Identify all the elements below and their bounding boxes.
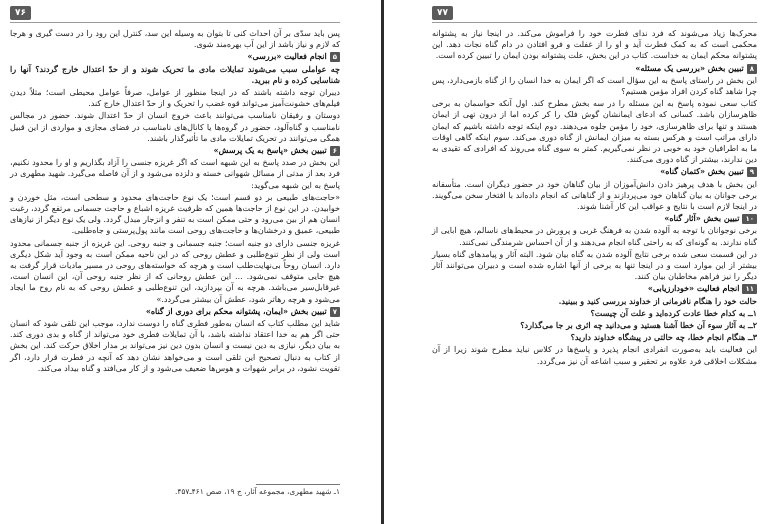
footnote: ۱ـ شهید مطهری، مجموعه آثار، ج ۱۹، صص ۴۶۱ـ۴۵۷. (174, 487, 340, 496)
paragraph: دیبران توجه داشته باشند که در اینجا منظور از عوامل، صرفاً عوامل محیطی است؛ مثلاً دیدن فیلم‌های خشونت‌آمیز می‌تواند قوه غضب را تحریک و از حدّ اعتدال خارج کند. (10, 88, 340, 109)
paragraph: برخی نوجوانان با توجه به آلوده شدن به فرهنگ غربی و پرورش در محیط‌های ناسالم، هیچ ابایی از گناه ندارند. به گونه‌ای که به راحتی گناه انجام می‌دهند و از آن احساس شرمندگی نمی‌کنند. (432, 226, 757, 247)
section-heading (432, 63, 757, 74)
section-heading-text: تبیین بخش «ایمان، پشتوانه محکم برای دوری از گناه» (145, 305, 327, 316)
paragraph: پس باید سدّی بر آن احداث کنی تا بتوان به وسیله این سد، کنترل این رود را در دست گیری و هرجا که لازم و نیاز باشد از این آب بهره‌مند شوی. (10, 29, 340, 50)
paragraph: این فعالیت باید به‌صورت انفرادی انجام پذیرد و پاسخ‌ها در کلاس نباید مطرح شوند زیرا از آن مشکلات اخلاقی فرد علاوه بر تحقیر و سبب اشاعه آن نیز می‌گردد. (432, 345, 757, 366)
header-rule (10, 22, 340, 23)
paragraph: دوستان و رفیقان نامناسب می‌توانند باعث خروج انسان از حدّ اعتدال شوند. حضور در مجالس نامناسب و گناه‌آلود، حضور در گروه‌ها یا کانال‌های نامناسب در فضای مجازی و مواردی از این قبیل همگی می‌توانند در تحریک تمایلات مادی ما تأثیرگذار باشند. (10, 111, 340, 143)
section-number-badge: ۶ (330, 146, 340, 156)
section-heading-text: تبیین بخش «کتمان گناه» (660, 166, 744, 177)
section-number-badge: ۹ (747, 167, 757, 177)
paragraph: غریزه جنسی دارای دو جنبه است؛ جنبه جسمانی و جنبه روحی. این غریزه از جنبه جسمانی محدود است ولی از نظر تنوع‌طلبی و عطش روحی که در این ناحیه ممکن است به وجود آید شکل دیگری دارد. انسان روحاً بی‌نهایت‌طلب است و هرچه که خواسته‌های روحی در مسیر مادیات قرار گرفت به هیچ جایی متوقف نمی‌شود. ... این عطش روحانی که از نظر جنبه روحی آن، این انسان است، غیرقابل‌سیر می‌باشد. هرچه به آن بپردازید، این تنوع‌طلبی و عطش روحی که به نام روح ما ایجاد می‌شود و هرچه رهاتر شود، عطش آن بیشتر می‌گردد.» (10, 238, 341, 304)
section-number-badge: ۷ (330, 307, 340, 317)
section-heading (10, 145, 340, 156)
left-page (6, 0, 376, 524)
right-page (392, 0, 762, 524)
paragraph: این بخش در صدد پاسخ به این شبهه است که اگر غریزه جنسی را آزاد بگذاریم و او را محدود نکنیم، فرد بعد از مدتی از مسائل شهوانی خسته و دلزده می‌شود و از آن فاصله می‌گیرد. شهید مطهری در پاسخ به این شبهه می‌گوید: (10, 158, 340, 190)
section-number-badge: ۵ (330, 52, 340, 62)
bold-paragraph: ۳ــ هنگام انجام خطا، چه حالتی در پیشگاه خداوند دارید؟ (570, 332, 757, 343)
section-heading-text: تبیین بخش «پاسخ به یک پرسش» (213, 145, 327, 156)
book-gutter (381, 0, 384, 524)
section-number-badge: ۸ (747, 64, 757, 74)
paragraph: این بخش در راستای پاسخ به این سؤال است که اگر ایمان به خدا انسان را از گناه بازمی‌دارد، پس چرا شاهد گناه کردن افراد مؤمن هستیم؟ (432, 75, 757, 97)
footnote-separator (256, 484, 340, 485)
section-heading-text: انجام فعالیت «خودارزیابی» (647, 283, 740, 294)
section-heading (432, 283, 757, 294)
bold-paragraph: حالت خود را هنگام نافرمانی از خداوند بررسی کنید و ببینید. (558, 295, 757, 306)
paragraph: شاید این مطلب کتاب که انسان به‌طور فطری گناه را دوست ندارد، موجب این تلقی شود که انسان حتی اگر هم به خدا اعتقاد نداشته باشد، با آن تمایلات فطری خود می‌تواند از گناه و بدی دوری کند. به بیان دیگر، نیازی به دین نیست و انسان بدون دین نیز می‌تواند بر مدار اخلاق حرکت کند. این بخش از کتاب به دنبال تصحیح این تلقی است و می‌خواهد نشان دهد که آنچه در فطرت قرار دارد، اگر تقویت نشود، در برابر شهوات و هوس‌ها ضعیف می‌شود و از کار می‌افتد و گناه بیداد می‌کند. (10, 319, 340, 373)
section-number-badge: ۱۱ (742, 284, 757, 294)
header-rule (432, 22, 757, 23)
section-heading (10, 306, 340, 317)
paragraph: «حاجت‌های طبیعی بر دو قسم است؛ یک نوع حاجت‌های محدود و سطحی است، مثل خوردن و خوابیدن. در این نوع از حاجت‌ها همین که ظرفیت غریزه اشباع و حاجت جسمانی مرتفع گردد، رغبت انسان هم از بین می‌رود و حتی ممکن است به تنفر و انزجار مبدل گردد. ولی یک نوع دیگر از نیازهای طبیعی، عمیق و درخشان‌ها و حاجت‌های روحی است مانند پول‌پرستی و جاه‌طلبی. (10, 192, 340, 236)
bold-paragraph: چه عواملی سبب می‌شوند تمایلات مادی ما تحریک شوند و از حدّ اعتدال خارج گردند؟ آنها را شناسایی کرده و نام ببرید. (10, 63, 340, 85)
section-heading-text: تبیین بخش «بررسی یک مسئله» (635, 62, 744, 73)
paragraph: در این قسمت سعی شده برخی نتایج آلوده شدن به گناه بیان شود. البته آثار و پیامدهای گناه بسیار بیشتر از این موارد است و در اینجا تنها به برخی از آنها اشاره شده است و دبیران می‌توانند آثار دیگر را نیز فراهم مخاطبان بیان کنند. (432, 249, 757, 282)
page-number: ۷۷ (432, 6, 453, 20)
paragraph: محرک‌ها زیاد می‌شوند که فرد ندای فطرت خود را فراموش می‌کند. در اینجا نیاز به پشتوانه محکمی است که به کمک فطرت آید و او را از غفلت و فرو افتادن در دام گناه نجات دهد. این پشتوانه محکم ایمان به خداست. کتاب در این بخش، علت پشتوانه بودن ایمان را تبیین کرده است. (432, 29, 757, 61)
page-body (432, 28, 757, 368)
paragraph: این بخش با هدف پرهیز دادن دانش‌آموزان از بیان گناهان خود در حضور دیگران است. متأسفانه برخی جوانان به بیان گناهان خود می‌پردازند و از گناهانی که انجام داده‌اند با افتخار سخن می‌گویند. در اینجا لازم است با نتایج و عواقب این کار آشنا شوند. (432, 179, 757, 212)
section-number-badge: ۱۰ (742, 214, 757, 224)
bold-paragraph: ۲ــ به آثار سوء آن خطا آشنا هستید و می‌دانید چه اثری بر جا می‌گذارد؟ (520, 320, 757, 331)
bold-paragraph: ۱ــ به کدام خطا عادت کرده‌اید و علت آن چیست؟ (590, 307, 757, 318)
page-number: ۷۶ (10, 6, 31, 20)
section-heading-text: تبیین بخش «آثار گناه» (664, 213, 740, 224)
section-heading (10, 51, 340, 62)
section-heading (432, 213, 757, 224)
section-heading (432, 166, 757, 177)
page-body (10, 28, 340, 375)
section-heading-text: انجام فعالیت «بررسی» (247, 51, 327, 62)
paragraph: کتاب سعی نموده پاسخ به این مسئله را در سه بخش مطرح کند. اول آنکه حواسمان به برخی ظاهرسازان باشد. کسانی که ادعای ایمانشان گوش فلک را کر کرده اما از درون تهی از ایمان هستند و تنها برای ظاهرسازی، خود را مؤمن جلوه می‌دهند. دوم اینکه توجه داشته باشیم که ایمان دارای مراتب است و هرکس بسته به میزان ایمانش از گناه دوری می‌کند. سوم اینکه گاهی اوقات ما به اطرافیان خود به خوبی در نظر نمی‌گیریم. کمتر به سوی گناه می‌روند که افرادی که تقیدی به دین ندارند، بیشتر از گناه دوری می‌کنند. (432, 99, 757, 165)
